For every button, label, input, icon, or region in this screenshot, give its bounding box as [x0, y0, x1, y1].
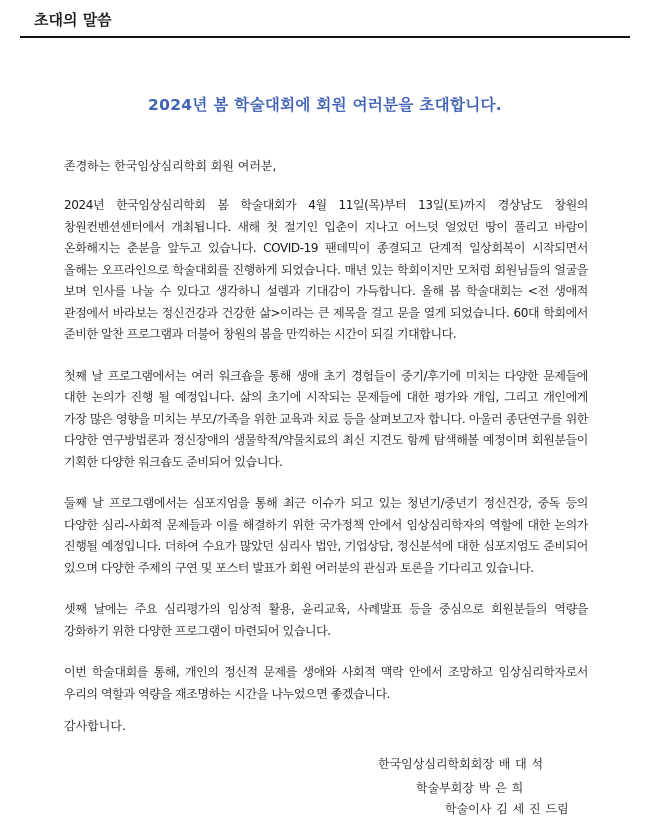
salutation: 존경하는 한국임상심리학회 회원 여러분,: [64, 159, 277, 173]
paragraph-day-two: 둘째 날 프로그램에서는 심포지엄을 통해 최근 이슈가 되고 있는 청년기/중년기 정신건강, 중독 등의 다양한 심리-사회적 문제들과 이를 해결하기 위한 국가정책 안에서 임상심리학자의 역할에 대한 논의가 진행될 예정입니다. 더하여 수요가 많았던 심리사 법안, 기업상담, 정신분석에 대한 심포지엄도 준비되어 있으며 다양한 주제의 구연 및 포스터 발표가 회원 여러분의 관심과 토론을 기다리고 있습니다.: [64, 496, 588, 575]
header-divider: [20, 36, 630, 38]
signature-director: 학술이사 김 세 진 드림: [445, 802, 569, 816]
signature-president: 한국임상심리학회회장 배 대 석: [378, 757, 544, 771]
paragraph-closing: 이번 학술대회를 통해, 개인의 정신적 문제를 생애와 사회적 맥락 안에서 조망하고 임상심리학자로서 우리의 역할과 역량을 재조명하는 시간을 나누었으면 좋겠습니다.: [64, 665, 588, 701]
document-title: 2024년 봄 학술대회에 회원 여러분을 초대합니다.: [148, 96, 502, 114]
signature-vice-president: 학술부회장 박 은 희: [416, 781, 524, 795]
paragraph-day-three: 셋째 날에는 주요 심리평가의 임상적 활용, 윤리교육, 사례발표 등을 중심으로 회원분들의 역량을 강화하기 위한 다양한 프로그램이 마련되어 있습니다.: [64, 602, 588, 638]
section-title: 초대의 말씀: [34, 11, 112, 29]
closing-thanks: 감사합니다.: [64, 719, 126, 733]
letter-body: [64, 156, 588, 705]
paragraph-intro: 2024년 한국임상심리학회 봄 학술대회가 4월 11일(목)부터 13일(토)까지 경상남도 창원의 창원컨벤션센터에서 개최됩니다. 새해 첫 절기인 입춘이 지나고 어느덧 얼었던 땅이 풀리고 바람이 온화해지는 춘분을 앞두고 있습니다. COVID-19 팬데믹이 종결되고 단계적 일상회복이 시작되면서 올해는 오프라인으로 학술대회를 진행하게 되었습니다. 매년 있는 학회이지만 모처럼 회원님들의 얼굴을 보며 인사를 나눌 수 있다고 생각하니 설렘과 기대감이 가득합니다. 올해 봄 학술대회는 <전 생애적 관점에서 바라보는 정신건강과 건강한 삶>이라는 큰 제목을 걸고 문을 열게 되었습니다. 60대 학회에서 준비한 알찬 프로그램과 더불어 창원의 봄을 만끽하는 시간이 되길 기대합니다.: [64, 198, 588, 341]
page-header: [20, 10, 630, 38]
paragraph-day-one: 첫째 날 프로그램에서는 여러 워크숍을 통해 생애 초기 경험들이 중기/후기에 미치는 다양한 문제들에 대한 논의가 진행 될 예정입니다. 삶의 초기에 시작되는 문제들에 대한 평가와 개입, 그리고 개인에게 가장 많은 영향을 미치는 부모/가족을 위한 교육과 치료 등을 살펴보고자 합니다. 아울러 종단연구를 위한 다양한 연구방법론과 정신장애의 생물학적/약물치료의 최신 지견도 함께 탐색해볼 예정이며 회원분들이 기획한 다양한 워크숍도 준비되어 있습니다.: [64, 368, 588, 469]
